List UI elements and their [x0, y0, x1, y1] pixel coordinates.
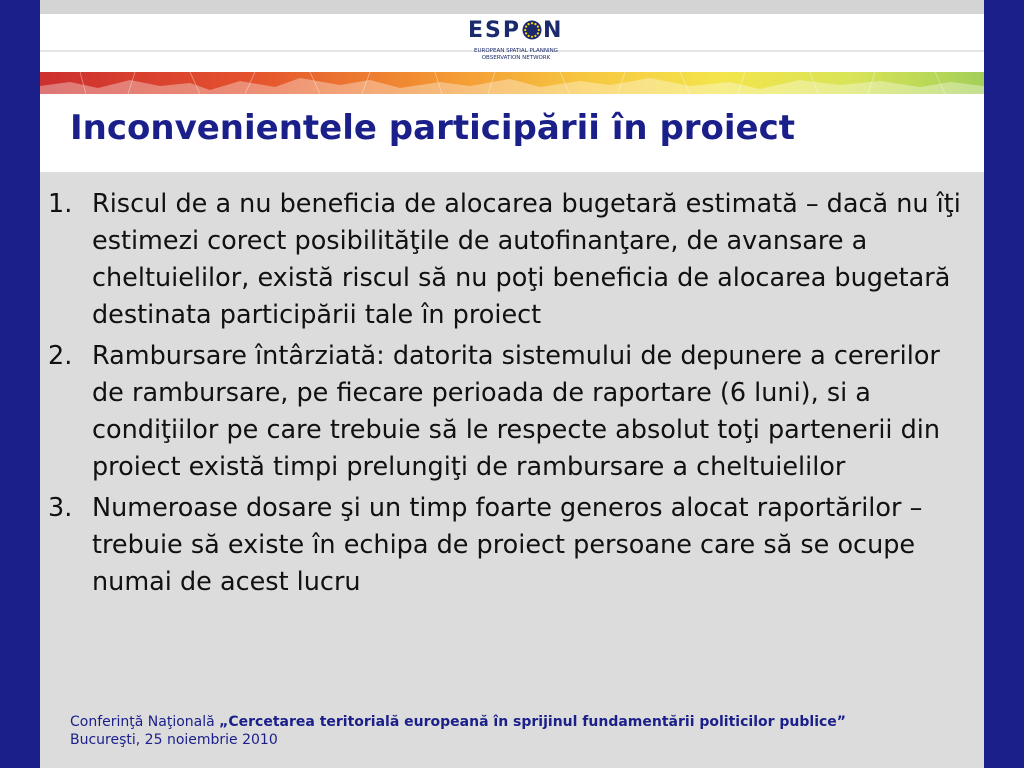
list-item-number: 2. — [48, 341, 73, 371]
header-top-bar — [40, 0, 984, 14]
list-item-number: 3. — [48, 493, 73, 523]
list-item-text: Rambursare întârziată: datorita sistemului de depunere a cererilor de rambursare, pe fiecare perioada de raportare (6 luni), si a condiţiilor pe care trebuie să le respecte absolut toţi partenerii din proiect există timpi prelungiţi de rambursare a cheltuielilor — [92, 341, 941, 482]
footer-location-date: Bucureşti, 25 noiembrie 2010 — [70, 732, 278, 748]
slide-title: Inconvenientele participării în proiect — [70, 108, 796, 148]
logo-subtitle-line1: EUROPEAN SPATIAL PLANNING — [474, 48, 558, 54]
list-item-text: Numeroase dosare şi un timp foarte generos alocat raportărilor – trebuie să existe în echipa de proiect persoane care să se ocupe numai de acest lucru — [92, 493, 923, 597]
header-band — [40, 0, 984, 72]
footer — [70, 713, 846, 749]
eu-stars-icon — [522, 20, 542, 40]
list-item — [48, 338, 978, 486]
logo-subtitle-line2: OBSERVATION NETWORK — [481, 55, 551, 61]
footer-prefix: Conferinţă Naţională — [70, 714, 220, 730]
map-color-strip — [40, 72, 984, 94]
numbered-list — [48, 186, 978, 605]
logo-wordmark — [468, 18, 563, 43]
list-item-text: Riscul de a nu beneficia de alocarea bugetară estimată – dacă nu îţi estimezi corect posibilităţile de autofinanţare, de avansare a cheltuielilor, există riscul să nu poţi beneficia de alocarea bugetară destinata participării tale în proiect — [92, 189, 961, 330]
list-item — [48, 186, 978, 334]
list-item — [48, 490, 978, 601]
espon-logo — [468, 18, 564, 68]
footer-line1 — [70, 713, 846, 731]
list-item-number: 1. — [48, 189, 73, 219]
footer-conference-title: „Cercetarea teritorială europeană în sprijinul fundamentării politicilor publice” — [219, 714, 846, 730]
logo-word-right: N — [543, 18, 564, 43]
logo-word-left: ESP — [468, 18, 521, 43]
logo-subtitle — [468, 48, 564, 62]
